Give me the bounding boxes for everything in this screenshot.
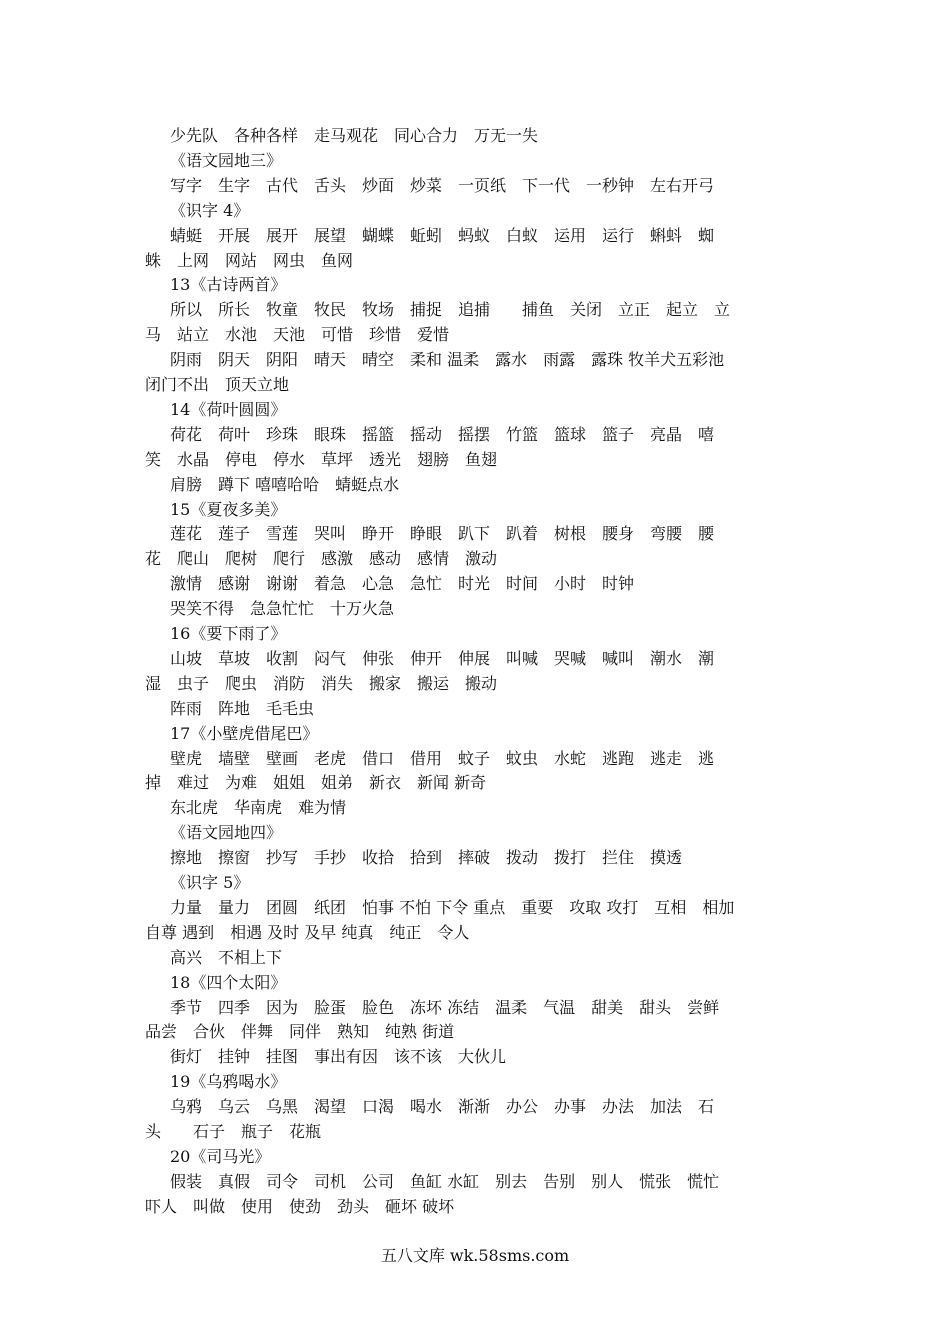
text-line: 东北虎 华南虎 难为情 xyxy=(170,798,347,818)
text-line: 16《要下雨了》 xyxy=(170,624,287,643)
text-line: 《语文园地四》 xyxy=(170,823,283,843)
text-line: 湿 虫子 爬虫 消防 消失 搬家 搬运 搬动 xyxy=(145,673,498,693)
text-line: 高兴 不相上下 xyxy=(170,947,283,967)
text-line: 激情 感谢 谢谢 着急 心急 急忙 时光 时间 小时 时钟 xyxy=(170,574,635,594)
text-line: 闭门不出 顶天立地 xyxy=(145,375,290,394)
text-line: 20《司马光》 xyxy=(170,1146,271,1166)
text-line: 力量 量力 团圆 纸团 怕事 不怕 下令 重点 重要 攻取 攻打 互相 相加 xyxy=(170,897,735,917)
text-line: 马 站立 水池 天池 可惜 珍惜 爱惜 xyxy=(145,325,450,345)
text-line: 所以 所长 牧童 牧民 牧场 捕捉 追捕 捕鱼 关闭 立正 起立 立 xyxy=(170,300,731,320)
text-line: 花 爬山 爬树 爬行 感激 感动 感情 激动 xyxy=(145,549,498,569)
text-line: 乌鸦 乌云 乌黑 渴望 口渴 喝水 渐渐 办公 办事 办法 加法 石 xyxy=(170,1097,715,1117)
text-line: 蜻蜓 开展 展开 展望 蝴蝶 蚯蚓 蚂蚁 白蚁 运用 运行 蝌蚪 蜘 xyxy=(170,225,715,245)
text-line: 19《乌鸦喝水》 xyxy=(170,1072,287,1092)
text-line: 15《夏夜多美》 xyxy=(170,499,287,519)
text-line: 季节 四季 因为 脸蛋 脸色 冻坏 冻结 温柔 气温 甜美 甜头 尝鲜 xyxy=(170,997,720,1017)
text-line: 壁虎 墙壁 壁画 老虎 借口 借用 蚊子 蚊虫 水蛇 逃跑 逃走 逃 xyxy=(170,748,715,768)
text-line: 《识字 5》 xyxy=(170,873,250,892)
text-line: 《识字 4》 xyxy=(170,200,250,220)
text-line: 肩膀 蹲下 嘻嘻哈哈 蜻蜓点水 xyxy=(170,474,400,494)
page-footer: 五八文库 wk.58sms.com xyxy=(380,1246,570,1265)
text-line: 自尊 遇到 相遇 及时 及早 纯真 纯正 令人 xyxy=(145,922,470,942)
text-line: 品尝 合伙 伴舞 同伴 熟知 纯熟 街道 xyxy=(145,1022,455,1042)
text-line: 蛛 上网 网站 网虫 鱼网 xyxy=(145,250,354,270)
text-line: 假装 真假 司令 司机 公司 鱼缸 水缸 别去 告别 别人 慌张 慌忙 xyxy=(170,1171,720,1191)
text-line: 17《小壁虎借尾巴》 xyxy=(170,723,319,743)
text-line: 阴雨 阴天 阴阳 晴天 晴空 柔和 温柔 露水 雨露 露珠 牧羊犬五彩池 xyxy=(170,350,725,370)
text-line: 阵雨 阵地 毛毛虫 xyxy=(170,698,315,718)
text-line: 吓人 叫做 使用 使劲 劲头 砸坏 破坏 xyxy=(145,1196,455,1216)
text-line: 写字 生字 古代 舌头 炒面 炒菜 一页纸 下一代 一秒钟 左右开弓 xyxy=(170,175,715,195)
text-line: 《语文园地三》 xyxy=(170,150,283,170)
text-line: 街灯 挂钟 挂图 事出有因 该不该 大伙儿 xyxy=(170,1047,507,1067)
text-line: 山坡 草坡 收割 闷气 伸张 伸开 伸展 叫喊 哭喊 喊叫 潮水 潮 xyxy=(170,648,715,668)
text-line: 莲花 莲子 雪莲 哭叫 睁开 睁眼 趴下 趴着 树根 腰身 弯腰 腰 xyxy=(170,524,715,544)
text-line: 哭笑不得 急急忙忙 十万火急 xyxy=(170,599,395,619)
text-line: 荷花 荷叶 珍珠 眼珠 摇篮 摇动 摇摆 竹篮 篮球 篮子 亮晶 嘻 xyxy=(170,424,715,444)
text-line: 少先队 各种各样 走马观花 同心合力 万无一失 xyxy=(170,126,539,145)
text-line: 头 石子 瓶子 花瓶 xyxy=(145,1122,322,1141)
text-line: 13《古诗两首》 xyxy=(170,275,287,295)
text-line: 笑 水晶 停电 停水 草坪 透光 翅膀 鱼翅 xyxy=(145,449,498,469)
text-line: 18《四个太阳》 xyxy=(170,972,287,992)
text-line: 擦地 擦窗 抄写 手抄 收拾 拾到 摔破 拨动 拨打 拦住 摸透 xyxy=(170,848,683,868)
text-line: 14《荷叶圆圆》 xyxy=(170,399,287,419)
text-line: 掉 难过 为难 姐姐 姐弟 新衣 新闻 新奇 xyxy=(145,773,487,793)
